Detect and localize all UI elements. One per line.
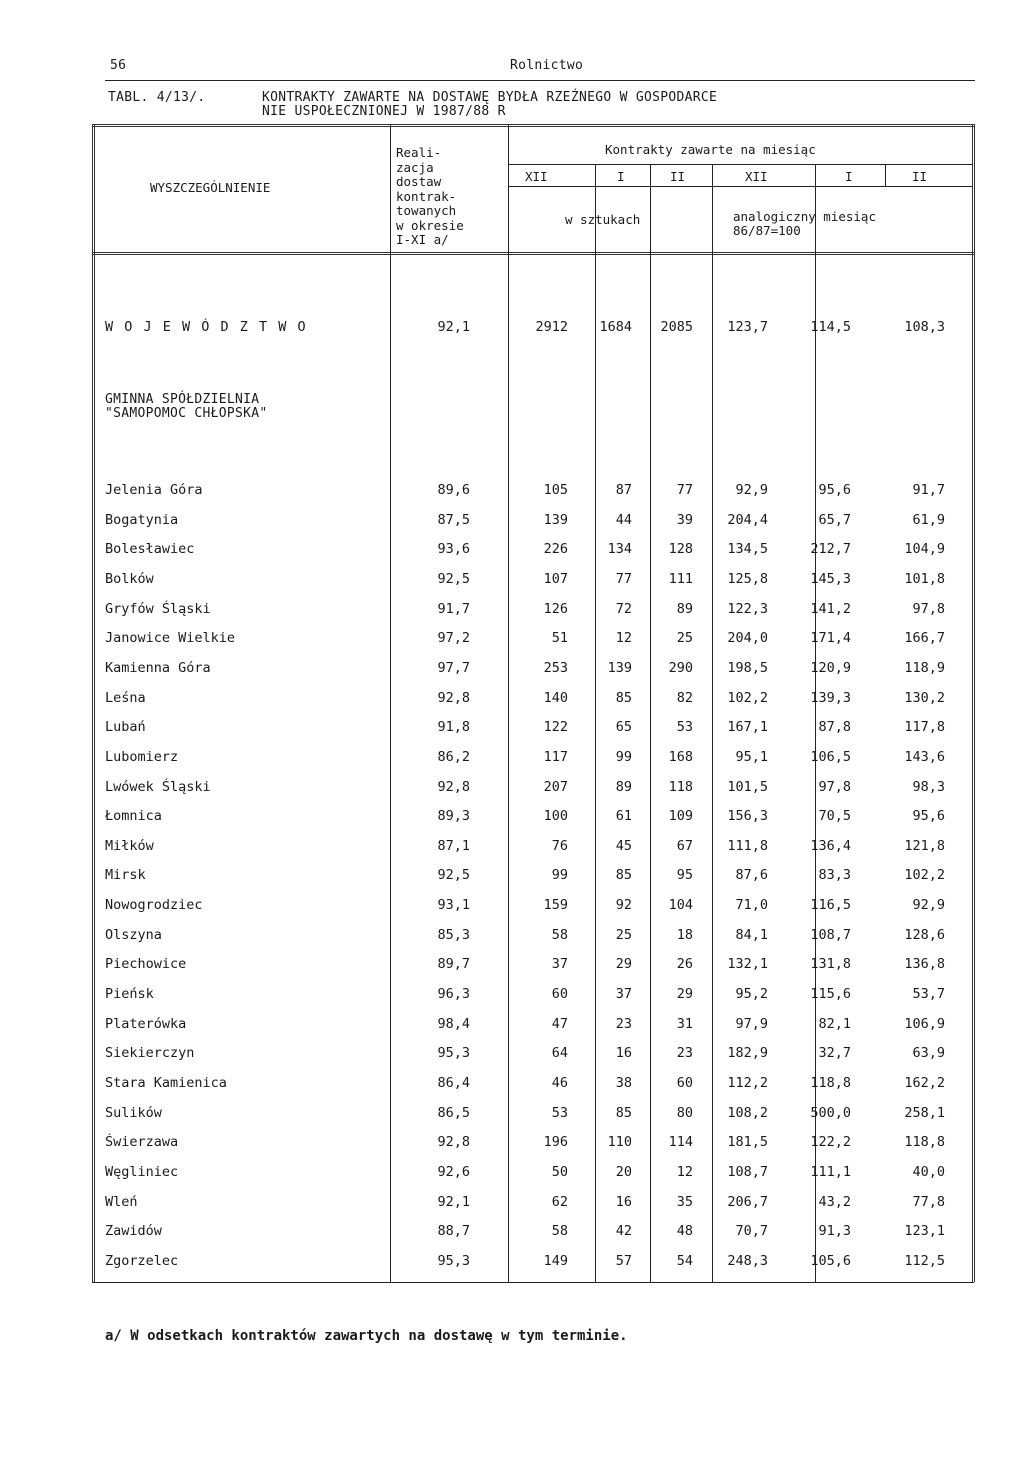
row-value-col-2: 58	[551, 1223, 568, 1239]
row-name: Bolesławiec	[105, 541, 195, 557]
row-name: Kamienna Góra	[105, 660, 211, 676]
row-value-col-6: 120,9	[810, 660, 851, 676]
row-value-col-3: 23	[615, 1016, 632, 1032]
row-value-col-1: 92,8	[437, 779, 470, 795]
row-value-col-4: 29	[676, 986, 693, 1002]
row-value-col-4: 114	[668, 1134, 693, 1150]
row-value-col-5: 84,1	[735, 927, 768, 943]
row-name: Jelenia Góra	[105, 482, 203, 498]
row-value-col-6: 115,6	[810, 986, 851, 1002]
row-value-col-1: 97,7	[437, 660, 470, 676]
row-value-col-7: 98,3	[912, 779, 945, 795]
row-value-col-7: 106,9	[904, 1016, 945, 1032]
row-value-col-1: 89,7	[437, 956, 470, 972]
row-value-col-1: 87,5	[437, 512, 470, 528]
row-value-col-7: 77,8	[912, 1194, 945, 1210]
row-value-col-7: 104,9	[904, 541, 945, 557]
row-value-col-3: 99	[615, 749, 632, 765]
row-name: Zgorzelec	[105, 1253, 179, 1269]
voivodeship-value-col-6: 114,5	[810, 319, 851, 335]
row-value-col-7: 63,9	[912, 1045, 945, 1061]
row-value-col-3: 44	[615, 512, 632, 528]
row-value-col-3: 37	[615, 986, 632, 1002]
row-name: Pieńsk	[105, 986, 154, 1002]
contracts-header: Kontrakty zawarte na miesiąc	[605, 142, 816, 157]
row-value-col-1: 98,4	[437, 1016, 470, 1032]
row-value-col-3: 16	[615, 1045, 632, 1061]
row-value-col-3: 29	[615, 956, 632, 972]
row-name: Wleń	[105, 1194, 138, 1210]
row-value-col-6: 105,6	[810, 1253, 851, 1269]
row-name: Świerzawa	[105, 1134, 179, 1150]
row-value-col-5: 198,5	[727, 660, 768, 676]
row-value-col-4: 67	[676, 838, 693, 854]
row-value-col-7: 95,6	[912, 808, 945, 824]
row-value-col-5: 122,3	[727, 601, 768, 617]
row-name: Janowice Wielkie	[105, 630, 236, 646]
row-value-col-6: 116,5	[810, 897, 851, 913]
header-rule	[105, 80, 975, 81]
row-value-col-1: 92,6	[437, 1164, 470, 1180]
running-head: Rolnictwo	[510, 58, 584, 73]
row-name: Nowogrodziec	[105, 897, 203, 913]
row-value-col-6: 108,7	[810, 927, 851, 943]
table-right-border	[972, 124, 975, 1282]
row-value-col-2: 51	[551, 630, 568, 646]
row-value-col-3: 65	[615, 719, 632, 735]
row-value-col-3: 139	[607, 660, 632, 676]
row-value-col-2: 64	[551, 1045, 568, 1061]
row-value-col-3: 92	[615, 897, 632, 913]
row-name: Stara Kamienica	[105, 1075, 227, 1091]
row-value-col-6: 500,0	[810, 1105, 851, 1121]
row-value-col-6: 106,5	[810, 749, 851, 765]
row-value-col-4: 128	[668, 541, 693, 557]
row-value-col-7: 143,6	[904, 749, 945, 765]
row-value-col-4: 111	[668, 571, 693, 587]
row-value-col-2: 60	[551, 986, 568, 1002]
row-value-col-2: 126	[543, 601, 568, 617]
row-value-col-2: 46	[551, 1075, 568, 1091]
row-name: Olszyna	[105, 927, 162, 943]
row-value-col-1: 85,3	[437, 927, 470, 943]
row-value-col-5: 102,2	[727, 690, 768, 706]
row-value-col-2: 139	[543, 512, 568, 528]
row-value-col-1: 93,6	[437, 541, 470, 557]
row-name: Lubomierz	[105, 749, 179, 765]
row-value-col-4: 82	[676, 690, 693, 706]
row-value-col-4: 39	[676, 512, 693, 528]
row-value-col-3: 42	[615, 1223, 632, 1239]
row-value-col-4: 12	[676, 1164, 693, 1180]
row-value-col-3: 77	[615, 571, 632, 587]
row-value-col-2: 105	[543, 482, 568, 498]
row-name: Węgliniec	[105, 1164, 179, 1180]
row-value-col-7: 91,7	[912, 482, 945, 498]
row-value-col-6: 118,8	[810, 1075, 851, 1091]
voivodeship-value-col-7: 108,3	[904, 319, 945, 335]
col-divider-7	[885, 164, 886, 186]
row-value-col-1: 86,5	[437, 1105, 470, 1121]
row-value-col-4: 77	[676, 482, 693, 498]
row-value-col-5: 70,7	[735, 1223, 768, 1239]
table-top-rule	[92, 124, 974, 127]
row-value-col-2: 53	[551, 1105, 568, 1121]
row-value-col-6: 43,2	[818, 1194, 851, 1210]
footnote: a/ W odsetkach kontraktów zawartych na dostawę w tym terminie.	[105, 1328, 628, 1344]
row-value-col-4: 109	[668, 808, 693, 824]
row-value-col-3: 61	[615, 808, 632, 824]
row-value-col-7: 258,1	[904, 1105, 945, 1121]
row-value-col-7: 136,8	[904, 956, 945, 972]
row-value-col-1: 92,5	[437, 571, 470, 587]
row-value-col-7: 61,9	[912, 512, 945, 528]
row-value-col-3: 38	[615, 1075, 632, 1091]
row-value-col-7: 53,7	[912, 986, 945, 1002]
row-value-col-1: 92,8	[437, 690, 470, 706]
row-value-col-7: 130,2	[904, 690, 945, 706]
row-value-col-1: 87,1	[437, 838, 470, 854]
row-value-col-5: 108,7	[727, 1164, 768, 1180]
row-value-col-7: 101,8	[904, 571, 945, 587]
row-value-col-4: 31	[676, 1016, 693, 1032]
row-value-col-4: 104	[668, 897, 693, 913]
units-pieces: w sztukach	[565, 212, 641, 227]
month-header-ii-pieces: II	[670, 169, 686, 184]
row-value-col-5: 125,8	[727, 571, 768, 587]
row-value-col-3: 25	[615, 927, 632, 943]
row-value-col-4: 18	[676, 927, 693, 943]
month-header-i-index: I	[845, 169, 853, 184]
row-value-col-5: 97,9	[735, 1016, 768, 1032]
row-value-col-2: 50	[551, 1164, 568, 1180]
row-value-col-2: 253	[543, 660, 568, 676]
row-value-col-4: 60	[676, 1075, 693, 1091]
row-value-col-4: 26	[676, 956, 693, 972]
row-value-col-5: 95,1	[735, 749, 768, 765]
voivodeship-value-col-1: 92,1	[437, 319, 470, 335]
row-value-col-4: 95	[676, 867, 693, 883]
row-name: Lubań	[105, 719, 146, 735]
row-value-col-5: 167,1	[727, 719, 768, 735]
row-value-col-5: 111,8	[727, 838, 768, 854]
row-value-col-6: 83,3	[818, 867, 851, 883]
row-value-col-6: 95,6	[818, 482, 851, 498]
row-value-col-1: 91,8	[437, 719, 470, 735]
row-value-col-6: 32,7	[818, 1045, 851, 1061]
voivodeship-label: W O J E W Ó D Z T W O	[105, 319, 308, 335]
row-value-col-4: 168	[668, 749, 693, 765]
realization-header: Reali- zacja dostaw kontrak- towanych w okresie I-XI a/	[396, 145, 464, 247]
row-value-col-5: 87,6	[735, 867, 768, 883]
row-value-col-2: 99	[551, 867, 568, 883]
row-value-col-1: 95,3	[437, 1253, 470, 1269]
voivodeship-value-col-5: 123,7	[727, 319, 768, 335]
table-id: TABL. 4/13/.	[108, 90, 206, 105]
row-value-col-3: 85	[615, 1105, 632, 1121]
row-value-col-2: 122	[543, 719, 568, 735]
row-value-col-1: 95,3	[437, 1045, 470, 1061]
row-value-col-5: 112,2	[727, 1075, 768, 1091]
row-value-col-5: 182,9	[727, 1045, 768, 1061]
row-value-col-5: 248,3	[727, 1253, 768, 1269]
row-value-col-3: 12	[615, 630, 632, 646]
months-bottom-rule	[508, 186, 972, 187]
row-value-col-7: 123,1	[904, 1223, 945, 1239]
row-value-col-2: 149	[543, 1253, 568, 1269]
row-value-col-6: 131,8	[810, 956, 851, 972]
row-value-col-5: 156,3	[727, 808, 768, 824]
month-header-ii-index: II	[912, 169, 928, 184]
row-value-col-7: 121,8	[904, 838, 945, 854]
row-value-col-2: 100	[543, 808, 568, 824]
row-value-col-5: 204,4	[727, 512, 768, 528]
row-value-col-6: 122,2	[810, 1134, 851, 1150]
row-value-col-2: 226	[543, 541, 568, 557]
row-value-col-2: 207	[543, 779, 568, 795]
row-value-col-6: 212,7	[810, 541, 851, 557]
row-value-col-6: 145,3	[810, 571, 851, 587]
row-value-col-7: 166,7	[904, 630, 945, 646]
row-value-col-2: 76	[551, 838, 568, 854]
voivodeship-value-col-4: 2085	[660, 319, 693, 335]
section-label-line1: GMINNA SPÓŁDZIELNIA	[105, 392, 260, 407]
row-value-col-5: 95,2	[735, 986, 768, 1002]
voivodeship-value-col-3: 1684	[599, 319, 632, 335]
row-value-col-7: 162,2	[904, 1075, 945, 1091]
row-value-col-2: 58	[551, 927, 568, 943]
row-value-col-7: 102,2	[904, 867, 945, 883]
row-name: Lwówek Śląski	[105, 779, 211, 795]
row-value-col-1: 92,5	[437, 867, 470, 883]
row-value-col-3: 57	[615, 1253, 632, 1269]
row-value-col-5: 204,0	[727, 630, 768, 646]
row-value-col-1: 92,1	[437, 1194, 470, 1210]
row-value-col-7: 92,9	[912, 897, 945, 913]
row-value-col-6: 70,5	[818, 808, 851, 824]
voivodeship-value-col-2: 2912	[535, 319, 568, 335]
month-header-i-pieces: I	[617, 169, 625, 184]
row-value-col-1: 97,2	[437, 630, 470, 646]
row-value-col-3: 85	[615, 867, 632, 883]
row-value-col-7: 40,0	[912, 1164, 945, 1180]
row-value-col-2: 196	[543, 1134, 568, 1150]
row-value-col-1: 86,4	[437, 1075, 470, 1091]
row-value-col-1: 92,8	[437, 1134, 470, 1150]
row-value-col-5: 134,5	[727, 541, 768, 557]
row-value-col-7: 118,8	[904, 1134, 945, 1150]
row-value-col-5: 132,1	[727, 956, 768, 972]
row-value-col-6: 141,2	[810, 601, 851, 617]
row-value-col-5: 108,2	[727, 1105, 768, 1121]
row-name: Siekierczyn	[105, 1045, 195, 1061]
row-name: Łomnica	[105, 808, 162, 824]
row-value-col-5: 101,5	[727, 779, 768, 795]
row-value-col-4: 118	[668, 779, 693, 795]
row-name: Bogatynia	[105, 512, 179, 528]
row-value-col-3: 134	[607, 541, 632, 557]
row-value-col-4: 80	[676, 1105, 693, 1121]
row-value-col-6: 82,1	[818, 1016, 851, 1032]
row-value-col-3: 45	[615, 838, 632, 854]
table-bottom-rule	[92, 1282, 974, 1283]
row-value-col-6: 91,3	[818, 1223, 851, 1239]
row-value-col-6: 139,3	[810, 690, 851, 706]
row-name: Leśna	[105, 690, 146, 706]
row-value-col-4: 23	[676, 1045, 693, 1061]
page-number: 56	[110, 58, 127, 73]
row-value-col-6: 171,4	[810, 630, 851, 646]
row-value-col-5: 206,7	[727, 1194, 768, 1210]
month-header-xii-index: XII	[745, 169, 768, 184]
months-top-rule	[508, 164, 972, 165]
row-value-col-1: 91,7	[437, 601, 470, 617]
row-value-col-4: 35	[676, 1194, 693, 1210]
row-value-col-5: 181,5	[727, 1134, 768, 1150]
row-value-col-3: 16	[615, 1194, 632, 1210]
row-value-col-3: 85	[615, 690, 632, 706]
row-value-col-1: 89,3	[437, 808, 470, 824]
row-value-col-5: 71,0	[735, 897, 768, 913]
row-value-col-7: 118,9	[904, 660, 945, 676]
row-value-col-5: 92,9	[735, 482, 768, 498]
row-value-col-4: 25	[676, 630, 693, 646]
row-value-col-6: 97,8	[818, 779, 851, 795]
row-value-col-6: 65,7	[818, 512, 851, 528]
table-title-line2: NIE USPOŁECZNIONEJ W 1987/88 R	[262, 104, 506, 119]
month-header-xii-pieces: XII	[525, 169, 548, 184]
row-name: Gryfów Śląski	[105, 601, 211, 617]
row-name: Sulików	[105, 1105, 162, 1121]
row-value-col-3: 72	[615, 601, 632, 617]
row-value-col-2: 140	[543, 690, 568, 706]
row-value-col-7: 128,6	[904, 927, 945, 943]
row-name: Zawidów	[105, 1223, 162, 1239]
row-value-col-1: 88,7	[437, 1223, 470, 1239]
row-name: Mirsk	[105, 867, 146, 883]
row-value-col-2: 107	[543, 571, 568, 587]
units-index-line1: analogiczny miesiąc	[733, 209, 876, 224]
row-name: Miłków	[105, 838, 154, 854]
row-value-col-1: 89,6	[437, 482, 470, 498]
row-value-col-7: 112,5	[904, 1253, 945, 1269]
row-name: Platerówka	[105, 1016, 187, 1032]
row-value-col-6: 136,4	[810, 838, 851, 854]
row-value-col-2: 62	[551, 1194, 568, 1210]
row-value-col-3: 89	[615, 779, 632, 795]
table-left-border	[92, 124, 95, 1282]
row-value-col-3: 87	[615, 482, 632, 498]
row-value-col-4: 54	[676, 1253, 693, 1269]
row-value-col-7: 117,8	[904, 719, 945, 735]
row-name: Bolków	[105, 571, 154, 587]
row-value-col-1: 96,3	[437, 986, 470, 1002]
row-value-col-2: 37	[551, 956, 568, 972]
row-value-col-2: 159	[543, 897, 568, 913]
table-title-line1: KONTRAKTY ZAWARTE NA DOSTAWĘ BYDŁA RZEŹNEGO W GOSPODARCE	[262, 90, 718, 105]
row-value-col-4: 53	[676, 719, 693, 735]
row-value-col-3: 20	[615, 1164, 632, 1180]
row-value-col-2: 117	[543, 749, 568, 765]
row-value-col-3: 110	[607, 1134, 632, 1150]
row-value-col-2: 47	[551, 1016, 568, 1032]
table-header-rule	[92, 252, 974, 255]
spec-header: WYSZCZEGÓLNIENIE	[150, 180, 271, 195]
row-value-col-4: 48	[676, 1223, 693, 1239]
section-label-line2: "SAMOPOMOC CHŁOPSKA"	[105, 406, 268, 421]
row-value-col-1: 93,1	[437, 897, 470, 913]
row-value-col-1: 86,2	[437, 749, 470, 765]
row-value-col-7: 97,8	[912, 601, 945, 617]
col-divider-1	[390, 124, 391, 1282]
row-value-col-4: 89	[676, 601, 693, 617]
row-value-col-6: 87,8	[818, 719, 851, 735]
row-value-col-6: 111,1	[810, 1164, 851, 1180]
units-index-line2: 86/87=100	[733, 223, 801, 238]
row-name: Piechowice	[105, 956, 187, 972]
row-value-col-4: 290	[668, 660, 693, 676]
